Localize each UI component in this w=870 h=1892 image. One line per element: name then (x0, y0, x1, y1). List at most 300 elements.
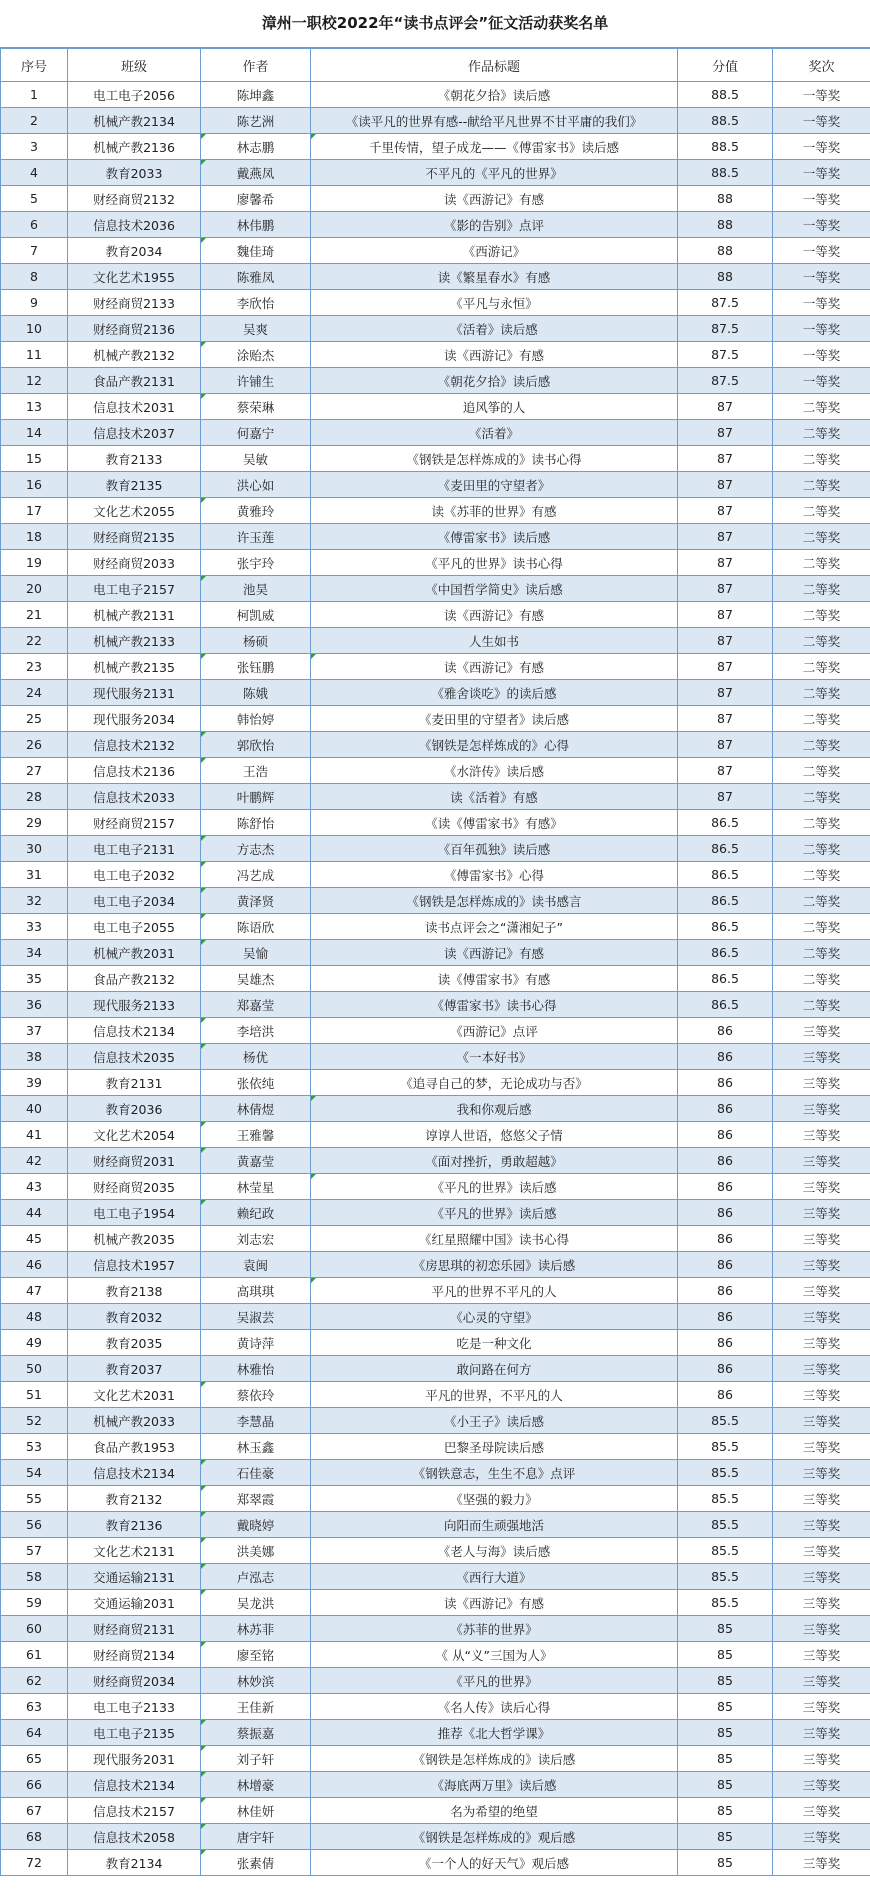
cell-award[interactable]: 三等奖 (773, 1174, 870, 1200)
cell-class[interactable]: 财经商贸2034 (68, 1668, 201, 1694)
cell-index[interactable]: 2 (1, 108, 68, 134)
cell-work-title[interactable]: 《钢铁是怎样炼成的》心得 (311, 732, 678, 758)
cell-class[interactable]: 信息技术2033 (68, 784, 201, 810)
cell-class[interactable]: 教育2032 (68, 1304, 201, 1330)
cell-work-title[interactable]: 《中国哲学简史》读后感 (311, 576, 678, 602)
cell-class[interactable]: 财经商贸2031 (68, 1148, 201, 1174)
cell-score[interactable]: 87 (678, 498, 773, 524)
cell-score[interactable]: 86 (678, 1356, 773, 1382)
cell-award[interactable]: 三等奖 (773, 1278, 870, 1304)
cell-author[interactable]: 戴燕凤 (201, 160, 311, 186)
cell-work-title[interactable]: 读《西游记》有感 (311, 186, 678, 212)
cell-award[interactable]: 三等奖 (773, 1824, 870, 1850)
cell-work-title[interactable]: 《影的告别》点评 (311, 212, 678, 238)
cell-score[interactable]: 86.5 (678, 966, 773, 992)
cell-index[interactable]: 16 (1, 472, 68, 498)
cell-work-title[interactable]: 《朝花夕拾》读后感 (311, 82, 678, 108)
cell-work-title[interactable]: 《红星照耀中国》读书心得 (311, 1226, 678, 1252)
cell-score[interactable]: 87 (678, 628, 773, 654)
cell-class[interactable]: 教育2034 (68, 238, 201, 264)
cell-index[interactable]: 47 (1, 1278, 68, 1304)
cell-author[interactable]: 陈舒怡 (201, 810, 311, 836)
cell-award[interactable]: 一等奖 (773, 134, 870, 160)
cell-work-title[interactable]: 《活着》 (311, 420, 678, 446)
cell-score[interactable]: 85.5 (678, 1538, 773, 1564)
cell-work-title[interactable]: 《傅雷家书》读书心得 (311, 992, 678, 1018)
cell-work-title[interactable]: 《读《傅雷家书》有感》 (311, 810, 678, 836)
cell-score[interactable]: 87 (678, 706, 773, 732)
cell-score[interactable]: 85.5 (678, 1408, 773, 1434)
cell-index[interactable]: 12 (1, 368, 68, 394)
cell-author[interactable]: 郭欣怡 (201, 732, 311, 758)
cell-score[interactable]: 87 (678, 654, 773, 680)
cell-work-title[interactable]: 《平凡的世界》读后感 (311, 1174, 678, 1200)
cell-score[interactable]: 87 (678, 420, 773, 446)
cell-work-title[interactable]: 《百年孤独》读后感 (311, 836, 678, 862)
cell-index[interactable]: 62 (1, 1668, 68, 1694)
cell-index[interactable]: 39 (1, 1070, 68, 1096)
cell-class[interactable]: 电工电子2034 (68, 888, 201, 914)
cell-index[interactable]: 23 (1, 654, 68, 680)
cell-author[interactable]: 李慧晶 (201, 1408, 311, 1434)
cell-author[interactable]: 叶鹏辉 (201, 784, 311, 810)
cell-work-title[interactable]: 敢问路在何方 (311, 1356, 678, 1382)
cell-award[interactable]: 三等奖 (773, 1252, 870, 1278)
cell-score[interactable]: 87 (678, 576, 773, 602)
cell-award[interactable]: 一等奖 (773, 264, 870, 290)
cell-author[interactable]: 吴敏 (201, 446, 311, 472)
cell-award[interactable]: 二等奖 (773, 706, 870, 732)
cell-award[interactable]: 三等奖 (773, 1200, 870, 1226)
cell-author[interactable]: 蔡振嘉 (201, 1720, 311, 1746)
cell-index[interactable]: 8 (1, 264, 68, 290)
cell-award[interactable]: 二等奖 (773, 680, 870, 706)
cell-award[interactable]: 二等奖 (773, 446, 870, 472)
cell-index[interactable]: 46 (1, 1252, 68, 1278)
cell-work-title[interactable]: 平凡的世界不平凡的人 (311, 1278, 678, 1304)
cell-award[interactable]: 二等奖 (773, 784, 870, 810)
cell-class[interactable]: 教育2036 (68, 1096, 201, 1122)
cell-score[interactable]: 87 (678, 784, 773, 810)
cell-work-title[interactable]: 《苏菲的世界》 (311, 1616, 678, 1642)
cell-work-title[interactable]: 读《西游记》有感 (311, 654, 678, 680)
cell-index[interactable]: 56 (1, 1512, 68, 1538)
cell-score[interactable]: 85 (678, 1850, 773, 1876)
cell-award[interactable]: 一等奖 (773, 186, 870, 212)
cell-award[interactable]: 三等奖 (773, 1304, 870, 1330)
cell-work-title[interactable]: 《坚强的毅力》 (311, 1486, 678, 1512)
cell-work-title[interactable]: 《心灵的守望》 (311, 1304, 678, 1330)
cell-award[interactable]: 三等奖 (773, 1694, 870, 1720)
cell-author[interactable]: 张素倩 (201, 1850, 311, 1876)
cell-class[interactable]: 教育2136 (68, 1512, 201, 1538)
header-work-title[interactable]: 作品标题 (311, 49, 678, 82)
cell-award[interactable]: 一等奖 (773, 160, 870, 186)
cell-score[interactable]: 86.5 (678, 862, 773, 888)
cell-work-title[interactable]: 《钢铁是怎样炼成的》读后感 (311, 1746, 678, 1772)
cell-class[interactable]: 食品产教2132 (68, 966, 201, 992)
cell-work-title[interactable]: 巴黎圣母院读后感 (311, 1434, 678, 1460)
cell-author[interactable]: 许玉莲 (201, 524, 311, 550)
cell-class[interactable]: 信息技术2058 (68, 1824, 201, 1850)
cell-award[interactable]: 三等奖 (773, 1460, 870, 1486)
cell-award[interactable]: 二等奖 (773, 862, 870, 888)
cell-score[interactable]: 88 (678, 212, 773, 238)
cell-score[interactable]: 85.5 (678, 1460, 773, 1486)
cell-index[interactable]: 6 (1, 212, 68, 238)
cell-award[interactable]: 二等奖 (773, 420, 870, 446)
cell-work-title[interactable]: 《傅雷家书》心得 (311, 862, 678, 888)
cell-author[interactable]: 林增豪 (201, 1772, 311, 1798)
cell-class[interactable]: 文化艺术2131 (68, 1538, 201, 1564)
cell-author[interactable]: 张依纯 (201, 1070, 311, 1096)
cell-index[interactable]: 22 (1, 628, 68, 654)
cell-index[interactable]: 59 (1, 1590, 68, 1616)
cell-award[interactable]: 三等奖 (773, 1044, 870, 1070)
cell-award[interactable]: 三等奖 (773, 1096, 870, 1122)
cell-score[interactable]: 85 (678, 1616, 773, 1642)
cell-work-title[interactable]: 吃是一种文化 (311, 1330, 678, 1356)
cell-score[interactable]: 85.5 (678, 1590, 773, 1616)
cell-index[interactable]: 32 (1, 888, 68, 914)
cell-class[interactable]: 交通运输2131 (68, 1564, 201, 1590)
cell-index[interactable]: 43 (1, 1174, 68, 1200)
cell-score[interactable]: 86 (678, 1070, 773, 1096)
cell-class[interactable]: 文化艺术2054 (68, 1122, 201, 1148)
cell-award[interactable]: 二等奖 (773, 966, 870, 992)
cell-class[interactable]: 财经商贸2134 (68, 1642, 201, 1668)
cell-award[interactable]: 三等奖 (773, 1070, 870, 1096)
cell-work-title[interactable]: 《钢铁是怎样炼成的》读书心得 (311, 446, 678, 472)
cell-award[interactable]: 三等奖 (773, 1590, 870, 1616)
cell-score[interactable]: 86 (678, 1122, 773, 1148)
cell-score[interactable]: 86 (678, 1382, 773, 1408)
cell-work-title[interactable]: 《海底两万里》读后感 (311, 1772, 678, 1798)
cell-class[interactable]: 教育2135 (68, 472, 201, 498)
cell-class[interactable]: 机械产教2134 (68, 108, 201, 134)
cell-award[interactable]: 二等奖 (773, 550, 870, 576)
cell-index[interactable]: 49 (1, 1330, 68, 1356)
cell-index[interactable]: 27 (1, 758, 68, 784)
cell-author[interactable]: 刘志宏 (201, 1226, 311, 1252)
cell-author[interactable]: 郑翠霞 (201, 1486, 311, 1512)
cell-index[interactable]: 40 (1, 1096, 68, 1122)
cell-score[interactable]: 88.5 (678, 134, 773, 160)
cell-author[interactable]: 魏佳琦 (201, 238, 311, 264)
cell-author[interactable]: 洪美娜 (201, 1538, 311, 1564)
cell-class[interactable]: 文化艺术1955 (68, 264, 201, 290)
cell-author[interactable]: 杨优 (201, 1044, 311, 1070)
cell-score[interactable]: 86 (678, 1018, 773, 1044)
cell-score[interactable]: 87 (678, 524, 773, 550)
cell-award[interactable]: 二等奖 (773, 758, 870, 784)
cell-class[interactable]: 信息技术2157 (68, 1798, 201, 1824)
cell-award[interactable]: 一等奖 (773, 108, 870, 134)
cell-award[interactable]: 三等奖 (773, 1122, 870, 1148)
cell-award[interactable]: 三等奖 (773, 1226, 870, 1252)
cell-award[interactable]: 三等奖 (773, 1642, 870, 1668)
cell-index[interactable]: 34 (1, 940, 68, 966)
cell-work-title[interactable]: 谆谆人世语，悠悠父子情 (311, 1122, 678, 1148)
cell-work-title[interactable]: 读《繁星春水》有感 (311, 264, 678, 290)
cell-author[interactable]: 黄泽贤 (201, 888, 311, 914)
cell-index[interactable]: 44 (1, 1200, 68, 1226)
cell-work-title[interactable]: 《平凡与永恒》 (311, 290, 678, 316)
cell-index[interactable]: 55 (1, 1486, 68, 1512)
cell-work-title[interactable]: 《老人与海》读后感 (311, 1538, 678, 1564)
cell-author[interactable]: 许铺生 (201, 368, 311, 394)
cell-class[interactable]: 教育2133 (68, 446, 201, 472)
cell-work-title[interactable]: 我和你观后感 (311, 1096, 678, 1122)
cell-class[interactable]: 现代服务2133 (68, 992, 201, 1018)
cell-index[interactable]: 4 (1, 160, 68, 186)
cell-work-title[interactable]: 向阳而生顽强地活 (311, 1512, 678, 1538)
cell-award[interactable]: 三等奖 (773, 1538, 870, 1564)
cell-work-title[interactable]: 《读平凡的世界有感--献给平凡世界不甘平庸的我们》 (311, 108, 678, 134)
cell-award[interactable]: 二等奖 (773, 524, 870, 550)
cell-award[interactable]: 二等奖 (773, 992, 870, 1018)
cell-work-title[interactable]: 读《苏菲的世界》有感 (311, 498, 678, 524)
cell-score[interactable]: 86 (678, 1044, 773, 1070)
cell-index[interactable]: 36 (1, 992, 68, 1018)
cell-work-title[interactable]: 读书点评会之“潇湘妃子” (311, 914, 678, 940)
cell-author[interactable]: 林妙滨 (201, 1668, 311, 1694)
cell-score[interactable]: 88.5 (678, 108, 773, 134)
cell-index[interactable]: 51 (1, 1382, 68, 1408)
cell-class[interactable]: 电工电子1954 (68, 1200, 201, 1226)
cell-award[interactable]: 三等奖 (773, 1798, 870, 1824)
cell-score[interactable]: 85 (678, 1772, 773, 1798)
cell-award[interactable]: 二等奖 (773, 888, 870, 914)
cell-award[interactable]: 三等奖 (773, 1486, 870, 1512)
cell-score[interactable]: 85 (678, 1694, 773, 1720)
cell-score[interactable]: 86 (678, 1200, 773, 1226)
cell-index[interactable]: 3 (1, 134, 68, 160)
cell-class[interactable]: 教育2134 (68, 1850, 201, 1876)
cell-work-title[interactable]: 《西游记》 (311, 238, 678, 264)
cell-work-title[interactable]: 人生如书 (311, 628, 678, 654)
cell-score[interactable]: 88 (678, 264, 773, 290)
cell-class[interactable]: 食品产教2131 (68, 368, 201, 394)
cell-class[interactable]: 现代服务2034 (68, 706, 201, 732)
cell-class[interactable]: 信息技术2037 (68, 420, 201, 446)
cell-class[interactable]: 现代服务2031 (68, 1746, 201, 1772)
cell-class[interactable]: 食品产教1953 (68, 1434, 201, 1460)
cell-award[interactable]: 二等奖 (773, 472, 870, 498)
cell-index[interactable]: 9 (1, 290, 68, 316)
cell-score[interactable]: 87 (678, 602, 773, 628)
cell-work-title[interactable]: 《一个人的好天气》观后感 (311, 1850, 678, 1876)
cell-work-title[interactable]: 不平凡的《平凡的世界》 (311, 160, 678, 186)
cell-author[interactable]: 吴愉 (201, 940, 311, 966)
cell-work-title[interactable]: 《小王子》读后感 (311, 1408, 678, 1434)
cell-author[interactable]: 陈坤鑫 (201, 82, 311, 108)
cell-index[interactable]: 48 (1, 1304, 68, 1330)
cell-author[interactable]: 陈娥 (201, 680, 311, 706)
cell-work-title[interactable]: 追风筝的人 (311, 394, 678, 420)
cell-class[interactable]: 信息技术1957 (68, 1252, 201, 1278)
cell-award[interactable]: 三等奖 (773, 1330, 870, 1356)
cell-author[interactable]: 李培洪 (201, 1018, 311, 1044)
cell-index[interactable]: 30 (1, 836, 68, 862)
cell-index[interactable]: 38 (1, 1044, 68, 1070)
cell-award[interactable]: 一等奖 (773, 290, 870, 316)
cell-author[interactable]: 林佳妍 (201, 1798, 311, 1824)
cell-author[interactable]: 廖至铭 (201, 1642, 311, 1668)
cell-class[interactable]: 教育2132 (68, 1486, 201, 1512)
header-award[interactable]: 奖次 (773, 49, 870, 82)
cell-class[interactable]: 信息技术2036 (68, 212, 201, 238)
cell-score[interactable]: 86.5 (678, 836, 773, 862)
cell-score[interactable]: 86 (678, 1226, 773, 1252)
cell-award[interactable]: 二等奖 (773, 602, 870, 628)
cell-award[interactable]: 二等奖 (773, 940, 870, 966)
cell-score[interactable]: 86 (678, 1278, 773, 1304)
cell-award[interactable]: 一等奖 (773, 212, 870, 238)
cell-score[interactable]: 86.5 (678, 810, 773, 836)
cell-work-title[interactable]: 《水浒传》读后感 (311, 758, 678, 784)
cell-author[interactable]: 杨硕 (201, 628, 311, 654)
cell-award[interactable]: 二等奖 (773, 836, 870, 862)
cell-work-title[interactable]: 读《傅雷家书》有感 (311, 966, 678, 992)
cell-score[interactable]: 87 (678, 472, 773, 498)
cell-award[interactable]: 一等奖 (773, 82, 870, 108)
cell-index[interactable]: 45 (1, 1226, 68, 1252)
cell-score[interactable]: 85.5 (678, 1434, 773, 1460)
cell-class[interactable]: 电工电子2032 (68, 862, 201, 888)
cell-index[interactable]: 18 (1, 524, 68, 550)
cell-class[interactable]: 机械产教2136 (68, 134, 201, 160)
cell-score[interactable]: 87.5 (678, 316, 773, 342)
cell-author[interactable]: 刘子轩 (201, 1746, 311, 1772)
cell-class[interactable]: 财经商贸2035 (68, 1174, 201, 1200)
cell-work-title[interactable]: 千里传情，望子成龙——《傅雷家书》读后感 (311, 134, 678, 160)
cell-score[interactable]: 86.5 (678, 940, 773, 966)
cell-author[interactable]: 唐宇轩 (201, 1824, 311, 1850)
cell-work-title[interactable]: 《名人传》读后心得 (311, 1694, 678, 1720)
cell-score[interactable]: 85.5 (678, 1512, 773, 1538)
cell-index[interactable]: 13 (1, 394, 68, 420)
cell-index[interactable]: 15 (1, 446, 68, 472)
cell-award[interactable]: 二等奖 (773, 654, 870, 680)
cell-author[interactable]: 韩怡婷 (201, 706, 311, 732)
cell-author[interactable]: 郑嘉莹 (201, 992, 311, 1018)
cell-score[interactable]: 86.5 (678, 914, 773, 940)
cell-award[interactable]: 二等奖 (773, 628, 870, 654)
cell-author[interactable]: 洪心如 (201, 472, 311, 498)
cell-author[interactable]: 冯艺成 (201, 862, 311, 888)
cell-index[interactable]: 19 (1, 550, 68, 576)
cell-work-title[interactable]: 《西游记》点评 (311, 1018, 678, 1044)
cell-class[interactable]: 文化艺术2031 (68, 1382, 201, 1408)
cell-index[interactable]: 72 (1, 1850, 68, 1876)
cell-work-title[interactable]: 推荐《北大哲学课》 (311, 1720, 678, 1746)
cell-index[interactable]: 20 (1, 576, 68, 602)
cell-index[interactable]: 41 (1, 1122, 68, 1148)
cell-author[interactable]: 戴晓婷 (201, 1512, 311, 1538)
cell-score[interactable]: 86 (678, 1174, 773, 1200)
cell-author[interactable]: 黄诗萍 (201, 1330, 311, 1356)
cell-award[interactable]: 一等奖 (773, 316, 870, 342)
cell-class[interactable]: 机械产教2135 (68, 654, 201, 680)
cell-author[interactable]: 林倩煜 (201, 1096, 311, 1122)
cell-author[interactable]: 林莹星 (201, 1174, 311, 1200)
cell-index[interactable]: 28 (1, 784, 68, 810)
cell-author[interactable]: 廖馨希 (201, 186, 311, 212)
header-index[interactable]: 序号 (1, 49, 68, 82)
cell-class[interactable]: 信息技术2031 (68, 394, 201, 420)
cell-work-title[interactable]: 平凡的世界，不平凡的人 (311, 1382, 678, 1408)
cell-work-title[interactable]: 《麦田里的守望者》 (311, 472, 678, 498)
cell-index[interactable]: 61 (1, 1642, 68, 1668)
cell-award[interactable]: 三等奖 (773, 1434, 870, 1460)
cell-award[interactable]: 二等奖 (773, 732, 870, 758)
cell-index[interactable]: 37 (1, 1018, 68, 1044)
cell-class[interactable]: 信息技术2132 (68, 732, 201, 758)
cell-class[interactable]: 财经商贸2133 (68, 290, 201, 316)
cell-score[interactable]: 86 (678, 1330, 773, 1356)
cell-index[interactable]: 66 (1, 1772, 68, 1798)
cell-work-title[interactable]: 《麦田里的守望者》读后感 (311, 706, 678, 732)
cell-score[interactable]: 88 (678, 238, 773, 264)
cell-class[interactable]: 教育2037 (68, 1356, 201, 1382)
cell-class[interactable]: 电工电子2135 (68, 1720, 201, 1746)
cell-index[interactable]: 14 (1, 420, 68, 446)
cell-class[interactable]: 信息技术2134 (68, 1460, 201, 1486)
cell-index[interactable]: 10 (1, 316, 68, 342)
cell-work-title[interactable]: 《西行大道》 (311, 1564, 678, 1590)
cell-award[interactable]: 三等奖 (773, 1772, 870, 1798)
cell-award[interactable]: 三等奖 (773, 1850, 870, 1876)
cell-class[interactable]: 机械产教2031 (68, 940, 201, 966)
cell-author[interactable]: 涂贻杰 (201, 342, 311, 368)
cell-index[interactable]: 7 (1, 238, 68, 264)
cell-award[interactable]: 三等奖 (773, 1356, 870, 1382)
cell-author[interactable]: 林志鹏 (201, 134, 311, 160)
cell-score[interactable]: 88 (678, 186, 773, 212)
cell-author[interactable]: 李欣怡 (201, 290, 311, 316)
cell-class[interactable]: 机械产教2133 (68, 628, 201, 654)
cell-index[interactable]: 64 (1, 1720, 68, 1746)
cell-class[interactable]: 教育2033 (68, 160, 201, 186)
cell-work-title[interactable]: 《钢铁是怎样炼成的》读书感言 (311, 888, 678, 914)
cell-score[interactable]: 87.5 (678, 368, 773, 394)
cell-class[interactable]: 电工电子2157 (68, 576, 201, 602)
cell-class[interactable]: 教育2138 (68, 1278, 201, 1304)
cell-score[interactable]: 85 (678, 1824, 773, 1850)
cell-author[interactable]: 何嘉宁 (201, 420, 311, 446)
cell-score[interactable]: 86 (678, 1148, 773, 1174)
cell-index[interactable]: 17 (1, 498, 68, 524)
cell-class[interactable]: 电工电子2131 (68, 836, 201, 862)
cell-award[interactable]: 三等奖 (773, 1564, 870, 1590)
cell-work-title[interactable]: 《房思琪的初恋乐园》读后感 (311, 1252, 678, 1278)
cell-index[interactable]: 33 (1, 914, 68, 940)
cell-work-title[interactable]: 《平凡的世界》读后感 (311, 1200, 678, 1226)
cell-award[interactable]: 二等奖 (773, 498, 870, 524)
cell-index[interactable]: 29 (1, 810, 68, 836)
cell-author[interactable]: 林玉鑫 (201, 1434, 311, 1460)
cell-award[interactable]: 二等奖 (773, 576, 870, 602)
cell-award[interactable]: 三等奖 (773, 1746, 870, 1772)
cell-score[interactable]: 85.5 (678, 1486, 773, 1512)
cell-author[interactable]: 吴雄杰 (201, 966, 311, 992)
cell-work-title[interactable]: 《傅雷家书》读后感 (311, 524, 678, 550)
cell-index[interactable]: 65 (1, 1746, 68, 1772)
cell-author[interactable]: 赖纪政 (201, 1200, 311, 1226)
header-class[interactable]: 班级 (68, 49, 201, 82)
cell-index[interactable]: 42 (1, 1148, 68, 1174)
